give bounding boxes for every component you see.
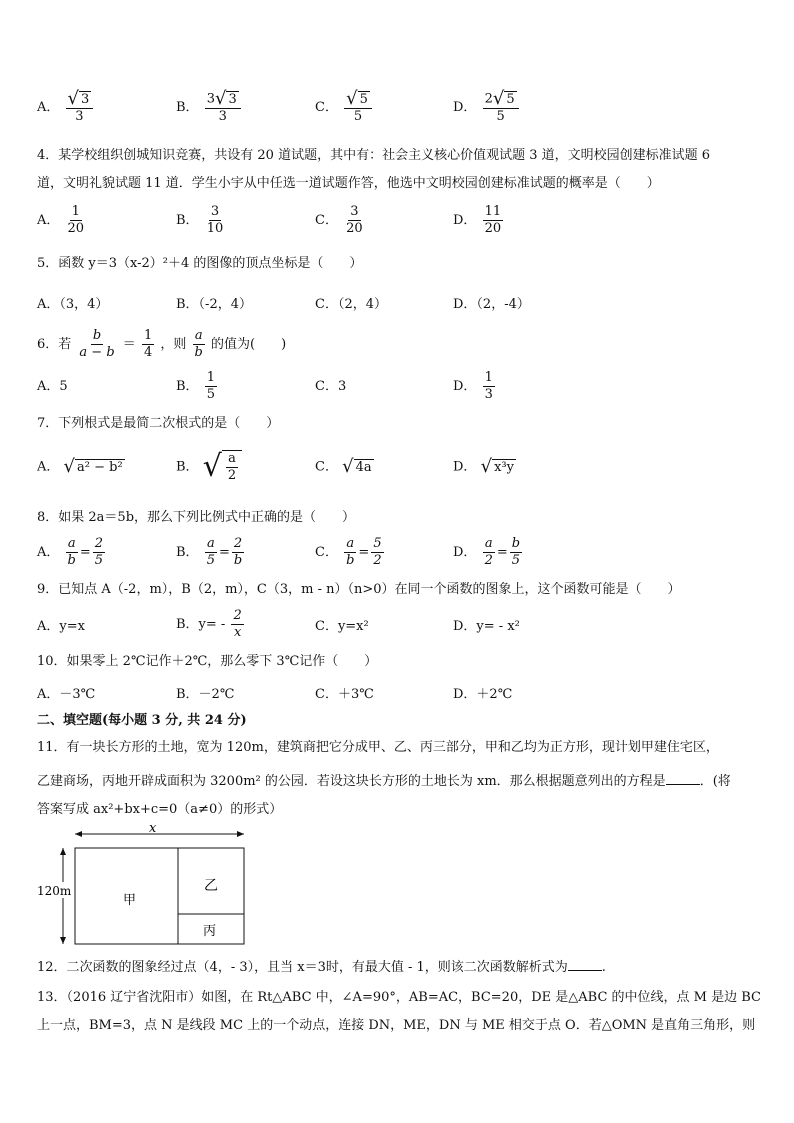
denominator: 20 xyxy=(346,221,363,236)
q13-stem-line2: 上一点，BM=3，点 N 是线段 MC 上的一个动点，连接 DN，ME，DN 与 ME 相交于点 O．若△OMN 是直角三角形，则 xyxy=(37,1018,756,1033)
q6-option-c xyxy=(315,370,346,404)
numerator: a xyxy=(206,536,215,551)
q8-stem: 8．如果 2a＝5b，那么下列比例式中正确的是（ ） xyxy=(37,510,356,525)
q7-option-a xyxy=(37,458,125,477)
q7-option-c xyxy=(315,458,374,477)
numerator: b xyxy=(511,536,521,551)
numerator: 11 xyxy=(484,204,502,219)
q7-stem: 7．下列根式是最简二次根式的是（ ） xyxy=(37,416,280,431)
q13-stem-line1: 13．（2016 辽宁省沈阳市）如图，在 Rt△ABC 中，∠A=90°，AB=AC，BC=20，DE 是△ABC 的中位线，点 M 是边 BC xyxy=(37,990,761,1005)
q6-frac-b-over-a-minus-b xyxy=(77,328,116,361)
option-letter: D． xyxy=(453,100,477,115)
land-outline xyxy=(75,848,244,944)
option-letter: C． xyxy=(315,545,338,560)
denominator: a − b xyxy=(79,345,115,360)
radicand: 5 xyxy=(359,91,368,107)
denominator: 5 xyxy=(94,553,104,568)
q3-b-frac: 3 √ 3 3 xyxy=(205,90,241,125)
denominator: b xyxy=(233,553,243,568)
denominator: 4 xyxy=(143,345,153,360)
option-letter: B． xyxy=(176,213,199,228)
option-letter: A． xyxy=(37,213,60,228)
denominator: 2 xyxy=(373,553,382,568)
option-letter: D． xyxy=(453,213,477,228)
numerator: a xyxy=(194,328,203,343)
q4-option-b xyxy=(176,204,227,237)
q3-option-b xyxy=(176,90,243,125)
arrow-up-icon xyxy=(60,848,66,855)
q6-frac-one-quarter xyxy=(142,328,154,361)
fraction xyxy=(483,370,495,403)
fraction xyxy=(66,204,87,237)
q10-option-c: C．＋3℃ xyxy=(315,687,374,702)
numerator: a xyxy=(484,536,493,551)
q4-stem-line1: 4．某学校组织创城知识竞赛，共设有 20 道试题，其中有：社会主义核心价值观试题 3 道，文明校园创建标准试题 6 xyxy=(37,148,711,163)
denominator: 5 xyxy=(206,387,215,402)
q3-option-a xyxy=(37,90,95,125)
denominator: 2 xyxy=(227,468,237,483)
q3-a-frac: √ 3 3 xyxy=(66,90,94,125)
part-yi-label: 乙 xyxy=(204,878,218,894)
q5-option-a: A．（3，4） xyxy=(37,297,109,312)
section-title: 二、填空题(每小题 3 分, 共 24 分) xyxy=(37,713,247,728)
q11-stem-line1: 11．有一块长方形的土地，宽为 120m，建筑商把它分成甲、乙、丙三部分，甲和乙均为正方形，现计划甲建住宅区， xyxy=(37,740,719,755)
q6-frac-a-over-b xyxy=(193,328,205,361)
denominator: 2 xyxy=(484,553,493,568)
option-letter: C． xyxy=(315,213,338,228)
q10-option-d: D．＋2℃ xyxy=(453,687,513,702)
q5-stem: 5．函数 y＝3（x-2）²＋4 的图像的顶点坐标是（ ） xyxy=(37,256,363,271)
denominator: 3 xyxy=(75,109,84,124)
numerator: 3 xyxy=(350,204,359,219)
q4-option-d xyxy=(453,204,505,237)
q10-option-b: B．－2℃ xyxy=(176,687,235,702)
q12-stem xyxy=(37,956,606,978)
answer-blank[interactable] xyxy=(568,956,602,971)
q9-option-b xyxy=(176,608,246,641)
fraction xyxy=(226,451,238,484)
q6-option-a xyxy=(37,370,68,404)
option-letter: D． xyxy=(453,379,477,394)
option-letter: D． xyxy=(453,545,477,560)
fraction xyxy=(344,204,365,237)
numerator: 5 xyxy=(373,536,382,551)
q6-pre: 6．若 xyxy=(37,337,72,352)
q11-line2-tail: ．(将 xyxy=(699,774,731,789)
q6-post: 的值为( ) xyxy=(211,337,287,352)
q3-d-frac: 2 √ 5 5 xyxy=(483,90,519,125)
denominator: 3 xyxy=(218,109,227,124)
denominator: b xyxy=(346,553,355,568)
q6-option-d xyxy=(453,370,497,403)
fraction xyxy=(371,536,383,569)
option-letter: A． xyxy=(37,459,60,475)
option-letter: C． xyxy=(315,100,338,115)
denominator: 5 xyxy=(511,553,521,568)
option-value: 5 xyxy=(59,379,68,394)
numerator: a xyxy=(67,536,76,551)
option-letter: A． xyxy=(37,379,60,394)
q8-option-a: A． $\frac{a}{b}$ = $\frac{2}{5}$ xyxy=(37,536,104,568)
numerator: 1 xyxy=(143,328,153,343)
denominator: x xyxy=(233,625,242,640)
q3-option-c xyxy=(315,90,374,125)
width-label: 120m xyxy=(37,884,72,898)
coefficient: 2 xyxy=(484,91,493,107)
q11-stem-line2 xyxy=(37,770,731,792)
q6-stem xyxy=(37,328,286,361)
q8-option-c: C． $\frac{a}{b}$ = $\frac{5}{2}$ xyxy=(315,536,382,568)
denominator: 10 xyxy=(206,221,224,236)
radical: √ x³y xyxy=(480,456,514,477)
numerator: b xyxy=(92,328,102,343)
denominator: 3 xyxy=(484,387,493,402)
option-letter: A． xyxy=(37,100,60,115)
q6-mid: ，则 xyxy=(160,337,187,352)
q9-option-a: A．y=x xyxy=(37,619,85,634)
q4-option-c xyxy=(315,204,367,237)
option-letter: C． xyxy=(315,459,338,475)
option-letter: B． xyxy=(176,379,199,394)
fraction xyxy=(344,536,356,569)
q9-stem: 9．已知点 A（-2，m），B（2，m），C（3，m - n）（n>0）在同一个函数的图象上，这个函数可能是（ ） xyxy=(37,582,681,597)
denominator: b xyxy=(67,553,76,568)
part-jia-label: 甲 xyxy=(123,893,137,908)
option-letter: B． xyxy=(176,545,199,560)
option-letter: C． xyxy=(315,379,338,394)
fraction xyxy=(510,536,522,569)
numerator: 1 xyxy=(484,370,493,385)
numerator: 1 xyxy=(206,370,215,385)
option-value: 3 xyxy=(337,379,347,394)
part-bing-label: 丙 xyxy=(203,924,217,939)
option-text: B．y= - xyxy=(176,617,226,632)
q3-c-frac: √ 5 5 xyxy=(344,90,372,125)
denominator: 5 xyxy=(353,109,363,124)
q11-stem-line3: 答案写成 ax²+bx+c=0（a≠0）的形式） xyxy=(37,802,283,817)
q4-stem-line2: 道，文明礼貌试题 11 道．学生小宇从中任选一道试题作答，他选中文明校园创建标准试题的概率是（ ） xyxy=(37,176,660,191)
answer-blank[interactable] xyxy=(666,770,700,785)
fraction xyxy=(205,204,226,237)
fraction xyxy=(483,536,495,569)
arrow-right-icon xyxy=(237,831,244,837)
q8-option-b: B． $\frac{a}{5}$ = $\frac{2}{b}$ xyxy=(176,536,243,568)
numerator: 2 xyxy=(233,536,243,551)
arrow-left-icon xyxy=(75,831,82,837)
fraction xyxy=(93,536,105,569)
denominator: b xyxy=(194,345,203,360)
denominator: 20 xyxy=(67,221,85,236)
equals-sign: ＝ xyxy=(122,337,136,352)
fraction xyxy=(231,608,243,641)
fraction xyxy=(66,536,78,569)
q12-tail: . xyxy=(601,960,606,975)
fraction xyxy=(205,370,217,403)
numerator: 2 xyxy=(233,608,242,623)
denominator: 20 xyxy=(484,221,502,236)
radicand: 4a xyxy=(355,459,372,475)
q11-line2-text: 乙建商场，丙地开辟成面积为 3200m² 的公园．若设这块长方形的土地长为 xm．那么根据题意列出的方程是 xyxy=(37,774,666,789)
option-letter: A． xyxy=(37,545,60,560)
numerator: a xyxy=(228,451,236,466)
coefficient: 3 xyxy=(206,91,215,107)
radical: √ a² − b² xyxy=(63,456,123,477)
x-label: x xyxy=(149,822,157,836)
q7-option-b xyxy=(176,450,242,484)
radical: √ $\frac{a}{2}$ xyxy=(203,450,242,484)
denominator: 5 xyxy=(206,553,215,568)
q10-option-a: A．－3℃ xyxy=(37,687,96,702)
q5-option-d: D．（2，-4） xyxy=(453,297,530,312)
fraction xyxy=(205,536,217,569)
q3-option-d xyxy=(453,90,521,125)
radical: √ 4a xyxy=(342,456,372,477)
q5-option-c: C．（2，4） xyxy=(315,297,387,312)
numerator: 3 xyxy=(210,204,220,219)
q8-option-d: D． $\frac{a}{2}$ = $\frac{b}{5}$ xyxy=(453,536,521,568)
q9-option-d: D．y= - x² xyxy=(453,619,520,634)
q10-stem: 10．如果零上 2℃记作＋2℃，那么零下 3℃记作（ ） xyxy=(37,654,378,669)
q6-option-b xyxy=(176,370,219,403)
radicand: 3 xyxy=(228,91,237,107)
numerator: a xyxy=(346,536,355,551)
q11-land-diagram xyxy=(37,822,257,950)
q12-text: 12．二次函数的图象经过点（4，- 3），且当 x＝3时，有最大值 - 1，则该二次函数解析式为 xyxy=(37,960,568,975)
numerator: 2 xyxy=(94,536,104,551)
option-letter: B． xyxy=(176,100,199,115)
radicand: a² − b² xyxy=(77,459,123,475)
q9-option-c: C．y=x² xyxy=(315,619,369,634)
arrow-down-icon xyxy=(60,937,66,944)
option-letter: B． xyxy=(176,459,199,475)
radicand: 5 xyxy=(506,91,515,107)
q4-option-a xyxy=(37,204,88,237)
numerator: 1 xyxy=(71,204,80,219)
option-letter: D． xyxy=(453,459,477,475)
q5-option-b: B．（-2，4） xyxy=(176,297,252,312)
q7-option-d xyxy=(453,458,516,477)
fraction xyxy=(483,204,504,237)
radicand: x³y xyxy=(494,459,514,475)
radicand: 3 xyxy=(81,91,90,107)
denominator: 5 xyxy=(496,109,505,124)
fraction xyxy=(232,536,244,569)
